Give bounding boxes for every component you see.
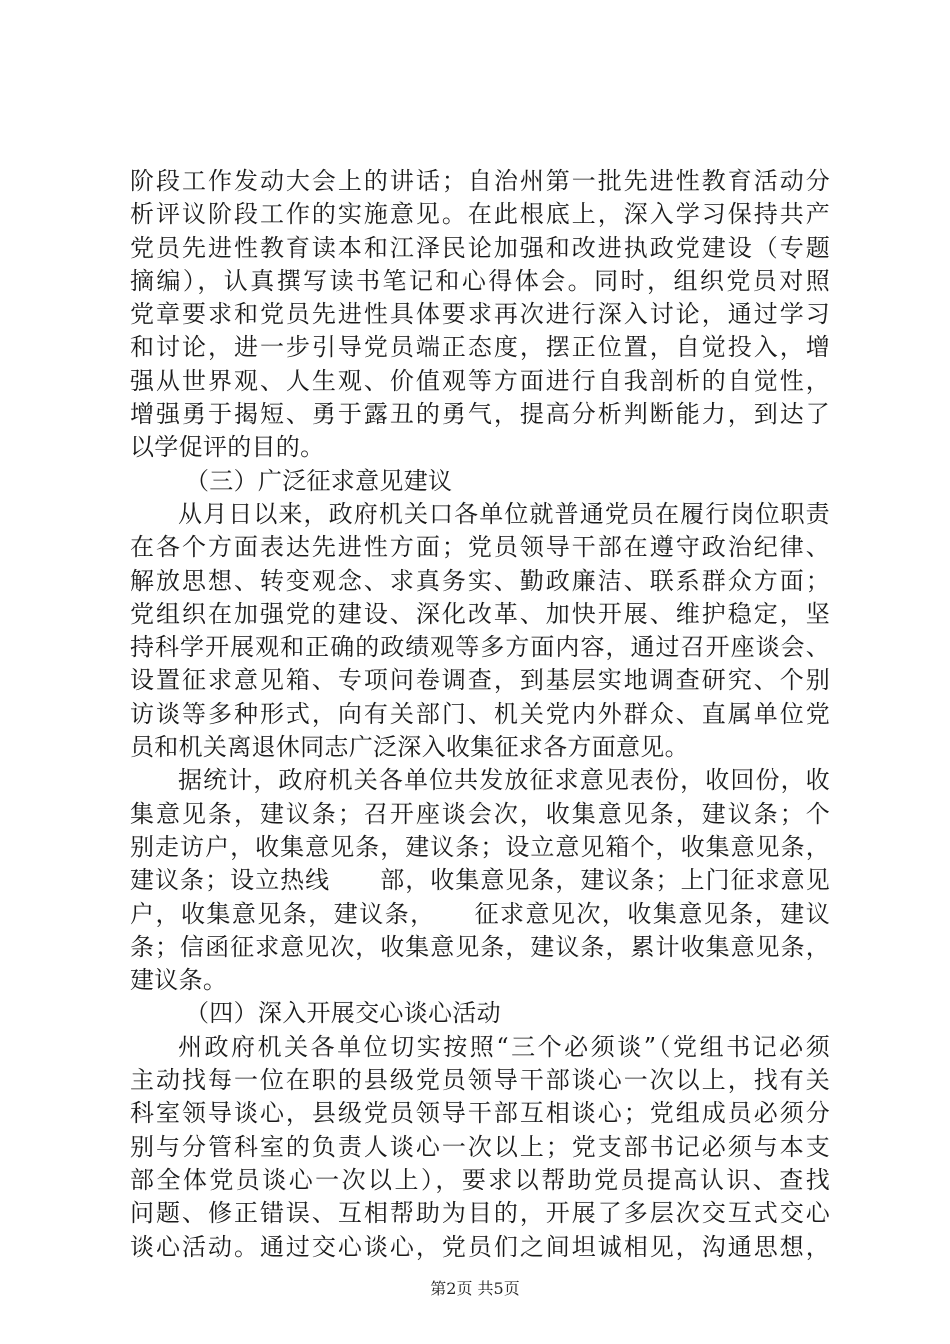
text-line: 别与分管科室的负责人谈心一次以上；党支部书记必须与本支: [130, 1132, 830, 1161]
text-line: 党员先进性教育读本和江泽民论加强和改进执政党建设（专题: [130, 233, 830, 262]
text-line: 在各个方面表达先进性方面；党员领导干部在遵守政治纪律、: [130, 533, 830, 562]
text-line: 别走访户，收集意见条，建议条；设立意见箱个，收集意见条，: [130, 832, 830, 861]
text-line: 阶段工作发动大会上的讲话；自治州第一批先进性教育活动分: [130, 167, 830, 195]
text-line: 部全体党员谈心一次以上），要求以帮助党员提高认识、查找: [130, 1165, 830, 1194]
text-line: 强从世界观、人生观、价值观等方面进行自我剖析的自觉性，: [130, 366, 830, 395]
text-line: 集意见条，建议条；召开座谈会次，收集意见条，建议条；个: [130, 799, 830, 828]
text-line: 从月日以来，政府机关口各单位就普通党员在履行岗位职责: [178, 499, 830, 528]
text-line: 和讨论，进一步引导党员端正态度，摆正位置，自觉投入，增: [130, 333, 830, 362]
section-heading-3: （三）广泛征求意见建议: [185, 466, 453, 495]
text-line: 党组织在加强党的建设、深化改革、加快开展、维护稳定，坚: [130, 599, 830, 628]
text-line: 以学促评的目的。: [130, 433, 325, 462]
text-line: 户，收集意见条，建议条， 征求意见次，收集意见条，建议: [130, 899, 830, 928]
text-line: 谈心活动。通过交心谈心，党员们之间坦诚相见，沟通思想，: [130, 1232, 830, 1261]
text-line: 科室领导谈心，县级党员领导干部互相谈心；党组成员必须分: [130, 1099, 830, 1128]
text-line: 党章要求和党员先进性具体要求再次进行深入讨论，通过学习: [130, 300, 830, 329]
text-line: 建议条；设立热线 部，收集意见条，建议条；上门征求意见: [130, 866, 830, 895]
text-line: 条；信函征求意见次，收集意见条，建议条，累计收集意见条，: [130, 932, 830, 961]
text-line: 据统计，政府机关各单位共发放征求意见表份，收回份，收: [178, 766, 830, 795]
text-line: 员和机关离退休同志广泛深入收集征求各方面意见。: [130, 733, 689, 762]
text-line: 持科学开展观和正确的政绩观等多方面内容，通过召开座谈会、: [130, 633, 830, 662]
text-line: 设置征求意见箱、专项问卷调查，到基层实地调查研究、个别: [130, 666, 830, 695]
text-line: 增强勇于揭短、勇于露丑的勇气，提高分析判断能力，到达了: [130, 400, 830, 429]
body-text: [130, 165, 830, 1264]
text-line: 问题、修正错误、互相帮助为目的，开展了多层次交互式交心: [130, 1199, 830, 1228]
text-line: 建议条。: [130, 966, 228, 995]
text-line: 访谈等多种形式，向有关部门、机关党内外群众、直属单位党: [130, 699, 830, 728]
page-number-footer: 第2页 共5页: [430, 1279, 520, 1298]
text-line: 主动找每一位在职的县级党员领导干部谈心一次以上，找有关: [130, 1066, 830, 1095]
text-line: 摘编），认真撰写读书笔记和心得体会。同时，组织党员对照: [130, 266, 830, 295]
text-line: 州政府机关各单位切实按照“三个必须谈”（党组书记必须: [178, 1032, 830, 1061]
text-line: 析评议阶段工作的实施意见。在此根底上，深入学习保持共产: [130, 200, 830, 229]
text-line: 解放思想、转变观念、求真务实、勤政廉洁、联系群众方面；: [130, 566, 830, 595]
section-heading-4: （四）深入开展交心谈心活动: [185, 999, 501, 1028]
